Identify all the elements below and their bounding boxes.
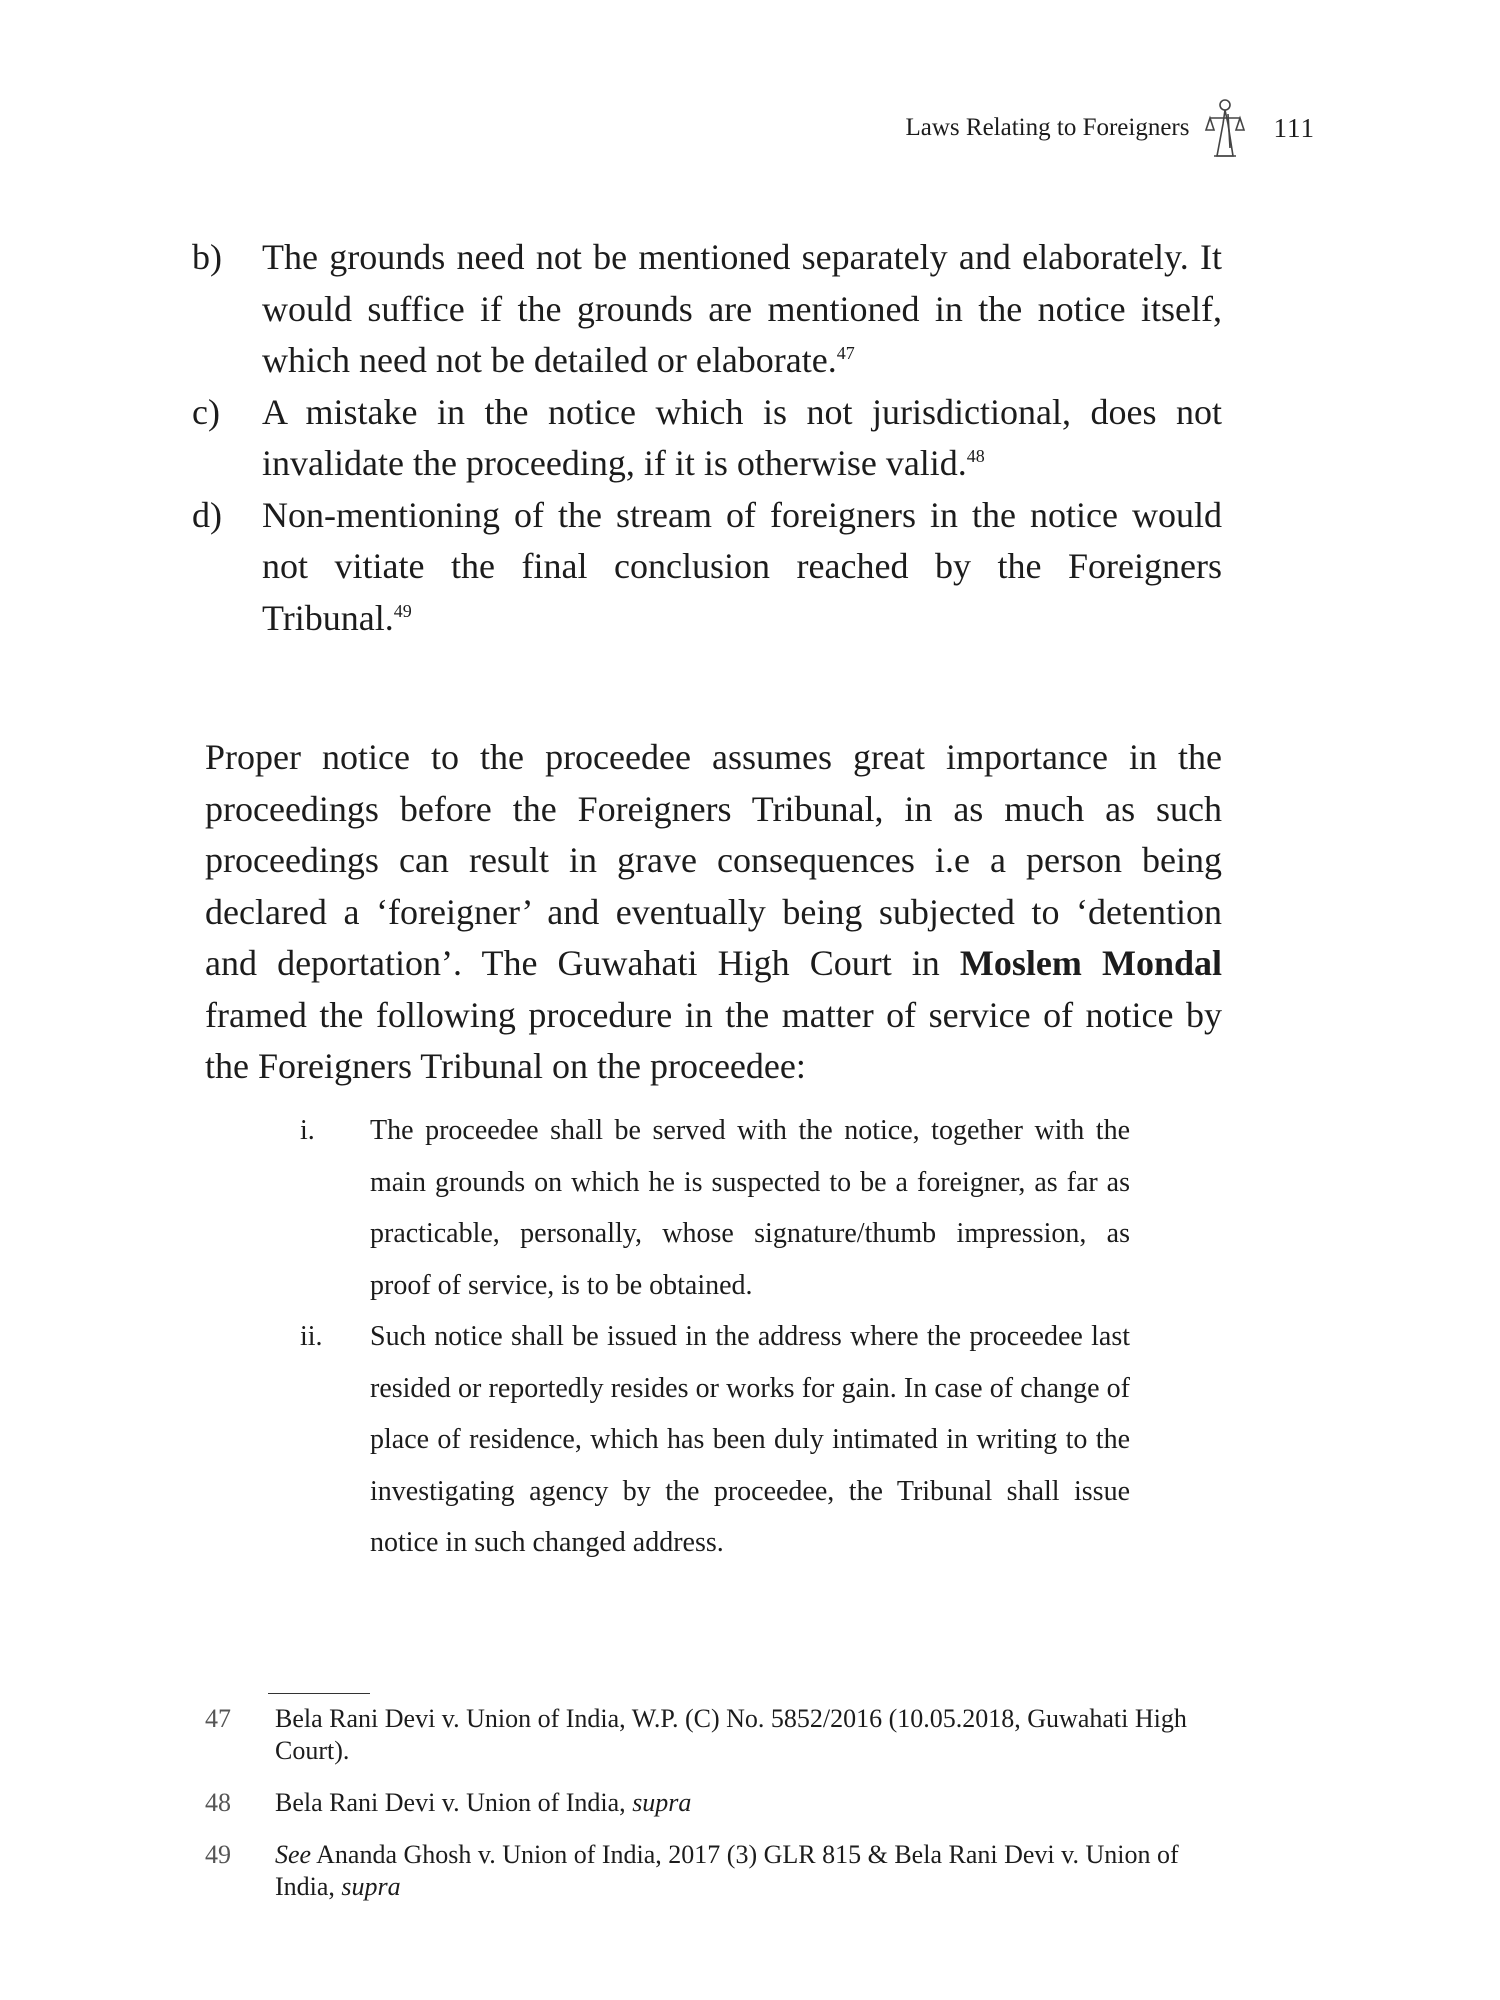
sub-list-item xyxy=(300,1311,1130,1569)
list-item-text: A mistake in the notice which is not jurisdictional, does not invalidate the proceeding, if it is otherwise valid.$^{48}$ xyxy=(262,391,1222,483)
footnote-number: 48 xyxy=(205,1788,231,1817)
footnote-text: Bela Rani Devi v. Union of India, supra xyxy=(275,1788,692,1817)
list-item-text: The grounds need not be mentioned separately and elaborately. It would suffice if the grounds are mentioned in the notice itself, which need not be detailed or elaborate.$^{47}$ xyxy=(262,237,1222,380)
footnote-ref: 47 xyxy=(836,343,855,363)
sub-list-label: ii. xyxy=(300,1321,323,1352)
sub-list-text: Such notice shall be issued in the address where the proceedee last resided or reportedly resides or works for gain. In case of change of place of residence, which has been duly intimated in writing to the investigating agency by the proceedee, the Tribunal shall issue notice in such changed address. xyxy=(370,1321,1130,1558)
footnote-number: 47 xyxy=(205,1704,231,1733)
list-item-label: b) xyxy=(192,237,222,277)
sub-list-label: i. xyxy=(300,1115,315,1146)
footnote xyxy=(205,1703,1225,1767)
running-header xyxy=(906,96,1315,160)
list-item xyxy=(192,490,1222,645)
footnote xyxy=(205,1787,1225,1819)
list-item-label: d) xyxy=(192,494,222,535)
list-item-text: Non-mentioning of the stream of foreigners in the notice would not vitiate the final conclusion reached by the Foreigners Tribunal.$^{49}$ xyxy=(262,494,1222,638)
roman-list xyxy=(300,1105,1130,1569)
case-name: Moslem Mondal xyxy=(959,943,1223,983)
body-paragraph: Proper notice to the proceedee assumes great importance in the proceedings before the Foreigners Tribunal, in as much as such proceedings can result in grave consequences i.e a person being declared a ‘foreigner’ and eventually being subjected to ‘detention and deportation’. The Guwahati High Court in Moslem Mondal framed the following procedure in the matter of service of notice by the Foreigners Tribunal on the proceedee: xyxy=(205,737,1223,1086)
footnote-text: See Ananda Ghosh v. Union of India, 2017 (3) GLR 815 & Bela Rani Devi v. Union of India, supra xyxy=(275,1840,1179,1901)
running-header-title: Laws Relating to Foreigners xyxy=(905,114,1190,141)
lettered-list xyxy=(192,232,1222,644)
footnote-number: 49 xyxy=(205,1840,231,1869)
footnote xyxy=(205,1839,1225,1903)
footnote-ref: 48 xyxy=(966,446,985,466)
footnotes xyxy=(205,1703,1225,1923)
sub-list-item xyxy=(300,1105,1130,1311)
list-item xyxy=(192,232,1222,387)
list-item xyxy=(192,387,1222,490)
footnote-text: Bela Rani Devi v. Union of India, W.P. (C) No. 5852/2016 (10.05.2018, Guwahati High Court). xyxy=(275,1704,1187,1765)
lady-justice-icon xyxy=(1200,96,1246,160)
footnote-ref: 49 xyxy=(393,600,412,621)
page-number: 111 xyxy=(1273,112,1315,143)
list-item-label: c) xyxy=(192,391,220,432)
footnote-divider xyxy=(268,1693,370,1694)
sub-list-text: The proceedee shall be served with the notice, together with the main grounds on which he is suspected to be a foreigner, as far as practicable, personally, whose signature/thumb impression, as proof of service, is to be obtained. xyxy=(370,1115,1130,1301)
